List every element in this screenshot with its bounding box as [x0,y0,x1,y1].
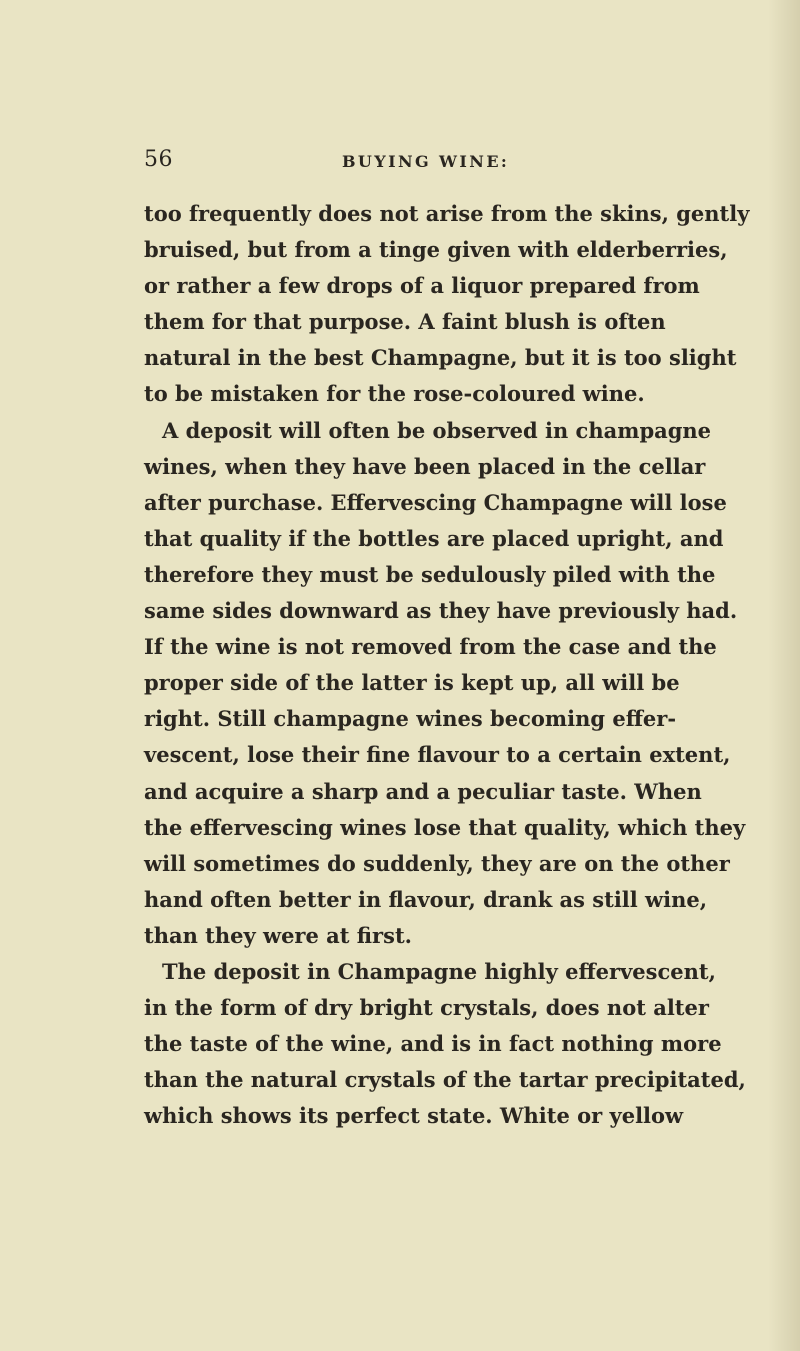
text-line: them for that purpose. A faint blush is often [144,309,666,335]
page-number: 56 [144,147,173,172]
text-line: natural in the best Champagne, but it is too slight [144,345,737,371]
text-line: The deposit in Champagne highly effervescent, [162,958,716,984]
page-header [144,148,662,178]
body-text [144,196,750,1134]
text-line: hand often better in flavour, drank as still wine, [144,886,708,912]
text-line: same sides downward as they have previously had. [144,598,738,624]
text-line: therefore they must be sedulously piled with the [144,561,716,587]
text-line: bruised, but from a tinge given with elderberries, [144,237,728,263]
text-line: vescent, lose their fine flavour to a certain extent, [144,742,731,768]
text-line: in the form of dry bright crystals, does not alter [144,995,709,1021]
text-line: which shows its perfect state. White or yellow [144,1103,684,1129]
text-line: the taste of the wine, and is in fact nothing more [144,1031,722,1057]
text-line: and acquire a sharp and a peculiar taste. When [144,778,702,804]
text-line: right. Still champagne wines becoming effer- [144,706,677,732]
text-line: than they were at first. [144,922,412,948]
text-line: after purchase. Effervescing Champagne will lose [144,489,727,515]
text-line: that quality if the bottles are placed upright, and [144,525,724,551]
text-line: A deposit will often be observed in champagne [162,417,712,443]
text-line: will sometimes do suddenly, they are on the other [144,850,730,876]
text-line: too frequently does not arise from the skins, gently [144,201,750,226]
text-line: or rather a few drops of a liquor prepared from [144,273,700,299]
running-head: BUYING WINE: [342,152,510,171]
text-line: If the wine is not removed from the case and the [144,634,717,660]
text-line: to be mistaken for the rose-coloured wine. [144,381,645,407]
text-line: proper side of the latter is kept up, all will be [144,670,680,696]
text-line: the effervescing wines lose that quality, which they [144,814,746,840]
text-line: than the natural crystals of the tartar precipitated, [144,1067,746,1093]
text-line: wines, when they have been placed in the cellar [144,453,706,479]
